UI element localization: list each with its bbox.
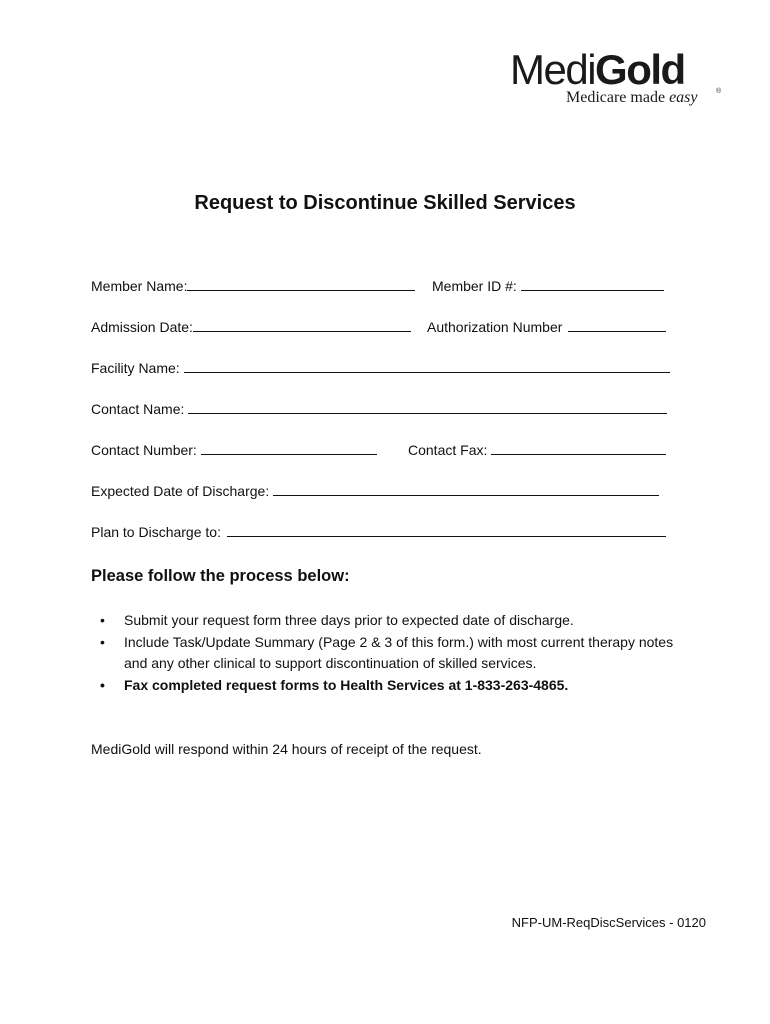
process-step-text: Include Task/Update Summary (Page 2 & 3 of this form.) with most current therapy notes and any other clinical to support discontinuation of skilled services. — [124, 633, 674, 671]
expected-discharge-label: Expected Date of Discharge: — [91, 483, 270, 499]
member-name-input-line[interactable] — [187, 276, 415, 291]
bullet-icon: • — [100, 676, 105, 693]
contact-name-label: Contact Name: — [91, 401, 185, 417]
expected-discharge-field[interactable] — [91, 481, 659, 500]
member-name-field[interactable] — [91, 276, 415, 295]
authorization-number-field[interactable] — [427, 317, 666, 336]
form-code: NFP-UM-ReqDiscServices - 0120 — [511, 915, 706, 930]
contact-fax-field[interactable] — [408, 440, 666, 459]
logo-tagline — [566, 88, 698, 108]
member-id-label: Member ID #: — [432, 278, 517, 294]
contact-name-field[interactable] — [91, 399, 667, 418]
bullet-icon: • — [100, 633, 105, 650]
admission-date-field[interactable] — [91, 317, 411, 336]
logo-brand-light: Medi — [510, 46, 596, 93]
contact-number-label: Contact Number: — [91, 442, 197, 458]
list-item — [91, 632, 691, 675]
facility-name-field[interactable] — [91, 358, 670, 377]
contact-number-field[interactable] — [91, 440, 377, 459]
logo-tagline-italic: easy — [669, 89, 698, 106]
page-title: Request to Discontinue Skilled Services — [194, 192, 576, 214]
response-note: MediGold will respond within 24 hours of receipt of the request. — [91, 741, 482, 757]
expected-discharge-input-line[interactable] — [273, 481, 659, 496]
plan-to-discharge-input-line[interactable] — [227, 522, 666, 537]
plan-to-discharge-field[interactable] — [91, 522, 666, 541]
member-id-input-line[interactable] — [521, 276, 664, 291]
member-name-label: Member Name: — [91, 278, 188, 294]
process-step-text: Fax completed request forms to Health Services at 1-833-263-4865. — [124, 676, 569, 693]
contact-number-input-line[interactable] — [201, 440, 377, 455]
logo-brand-bold: Gold — [595, 46, 685, 93]
process-step-text: Submit your request form three days prior to expected date of discharge. — [124, 612, 574, 628]
process-list — [91, 610, 691, 696]
contact-name-input-line[interactable] — [188, 399, 667, 414]
logo-tagline-plain: Medicare made — [566, 89, 670, 106]
list-item — [91, 675, 691, 697]
contact-fax-label: Contact Fax: — [408, 442, 488, 458]
authorization-number-input-line[interactable] — [568, 317, 666, 332]
bullet-icon: • — [100, 612, 105, 628]
admission-date-label: Admission Date: — [91, 319, 193, 335]
medigold-logo — [508, 44, 728, 114]
admission-date-input-line[interactable] — [193, 317, 411, 332]
process-heading: Please follow the process below: — [91, 567, 350, 585]
member-id-field[interactable] — [432, 276, 664, 295]
contact-fax-input-line[interactable] — [491, 440, 666, 455]
facility-name-input-line[interactable] — [184, 358, 670, 373]
facility-name-label: Facility Name: — [91, 360, 180, 376]
logo-trademark: ® — [716, 88, 722, 95]
list-item — [91, 610, 691, 632]
authorization-number-label: Authorization Number — [427, 319, 563, 335]
plan-to-discharge-label: Plan to Discharge to: — [91, 524, 221, 540]
